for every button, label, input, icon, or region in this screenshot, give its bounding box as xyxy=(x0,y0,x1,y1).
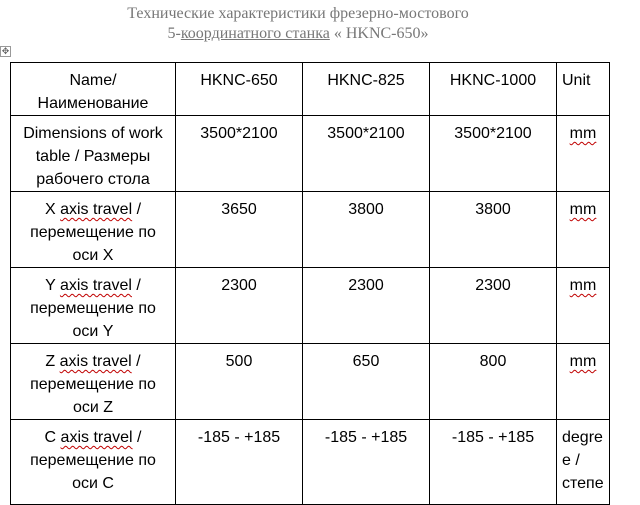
row-axis-letter: X xyxy=(44,201,56,218)
row-travel-text: axis travel xyxy=(60,429,133,446)
row-travel-text: axis travel xyxy=(60,201,133,218)
row-unit-text: mm xyxy=(569,201,597,218)
row-label xyxy=(11,344,176,420)
row-label-line: перемещение по xyxy=(30,300,156,317)
row-value-hknc-825: 3800 xyxy=(303,192,430,268)
table-row xyxy=(11,268,610,344)
table-row-header xyxy=(11,63,610,116)
row-label-line: перемещение по xyxy=(30,376,156,393)
header-name-cell xyxy=(11,63,176,116)
row-unit-line: степе xyxy=(562,475,604,492)
row-label-line: table / Размеры xyxy=(35,148,151,165)
row-unit-line: degre xyxy=(562,429,603,446)
row-unit xyxy=(557,420,610,505)
spec-table xyxy=(10,62,610,505)
row-axis-letter: Y xyxy=(45,277,56,294)
row-label-line: оси Y xyxy=(72,323,114,340)
table-row xyxy=(11,192,610,268)
row-travel-text: axis travel xyxy=(59,353,132,370)
row-axis-letter: Z xyxy=(45,353,56,370)
row-label-line xyxy=(13,350,173,373)
row-axis-letter: C xyxy=(44,429,57,446)
row-label-tail: / xyxy=(132,201,142,218)
title-underlined-text: координатного станка xyxy=(180,25,330,42)
row-value-hknc-825: 3500*2100 xyxy=(303,116,430,192)
header-col-2: HKNC-825 xyxy=(303,63,430,116)
row-label-line xyxy=(13,198,173,221)
row-unit-line: e / xyxy=(562,452,580,469)
header-name-ru: Наименование xyxy=(37,95,149,112)
row-value-hknc-1000: 3500*2100 xyxy=(430,116,557,192)
row-value-hknc-825: 2300 xyxy=(303,268,430,344)
row-travel-text: axis travel xyxy=(59,277,132,294)
row-value-hknc-650: 2300 xyxy=(176,268,303,344)
row-label-line xyxy=(13,426,173,449)
row-value-hknc-1000: 3800 xyxy=(430,192,557,268)
row-unit xyxy=(557,116,610,192)
row-label xyxy=(11,116,176,192)
row-label-line: оси С xyxy=(72,475,114,492)
row-label-line: оси Z xyxy=(72,399,114,416)
row-unit xyxy=(557,268,610,344)
row-value-hknc-1000: -185 - +185 xyxy=(430,420,557,505)
row-value-hknc-650: 3500*2100 xyxy=(176,116,303,192)
table-row xyxy=(11,344,610,420)
row-unit xyxy=(557,344,610,420)
header-col-1: HKNC-650 xyxy=(176,63,303,116)
row-label-line: рабочего стола xyxy=(36,171,150,188)
header-unit: Unit xyxy=(557,63,610,116)
document-title xyxy=(0,4,596,44)
row-value-hknc-650: -185 - +185 xyxy=(176,420,303,505)
row-value-hknc-1000: 2300 xyxy=(430,268,557,344)
row-label-tail: / xyxy=(131,277,141,294)
row-value-hknc-825: 650 xyxy=(303,344,430,420)
row-label xyxy=(11,268,176,344)
row-label-tail: / xyxy=(131,353,141,370)
row-label-line xyxy=(13,274,173,297)
row-unit xyxy=(557,192,610,268)
row-label-tail: / xyxy=(132,429,142,446)
row-value-hknc-1000: 800 xyxy=(430,344,557,420)
row-label xyxy=(11,420,176,505)
title-prefix: 5- xyxy=(167,25,181,42)
row-label-line: Dimensions of work xyxy=(23,125,163,142)
title-suffix: « HKNC-650» xyxy=(329,25,429,42)
row-label-line: оси X xyxy=(72,247,114,264)
table-row xyxy=(11,420,610,505)
row-unit-text: mm xyxy=(569,353,597,370)
table-row xyxy=(11,116,610,192)
title-line-1: Технические характеристики фрезерно-мостового xyxy=(127,5,469,22)
title-line-2 xyxy=(0,24,596,44)
row-label-line: перемещение по xyxy=(30,452,156,469)
row-label-line: перемещение по xyxy=(30,224,156,241)
table-move-handle-icon[interactable]: ✥ xyxy=(1,46,10,56)
row-unit-text: mm xyxy=(569,277,597,294)
row-value-hknc-825: -185 - +185 xyxy=(303,420,430,505)
header-col-3: HKNC-1000 xyxy=(430,63,557,116)
header-name-en: Name/ xyxy=(69,72,117,89)
row-unit-text: mm xyxy=(569,125,597,142)
row-value-hknc-650: 500 xyxy=(176,344,303,420)
row-value-hknc-650: 3650 xyxy=(176,192,303,268)
row-label xyxy=(11,192,176,268)
